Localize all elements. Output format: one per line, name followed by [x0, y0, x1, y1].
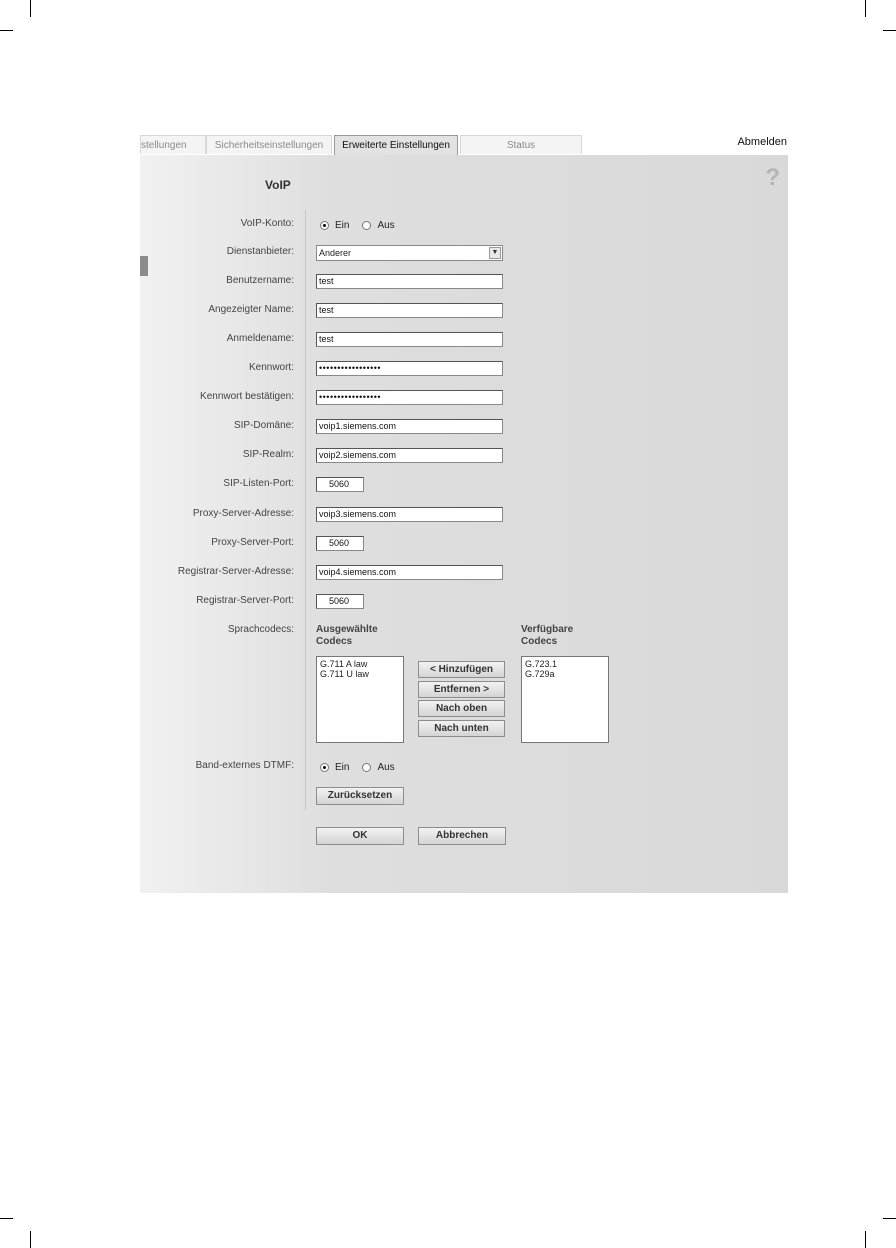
crop-mark	[0, 1218, 13, 1219]
tab-status[interactable]	[460, 135, 582, 154]
help-icon[interactable]: ?	[765, 164, 780, 191]
dtmf-off-radio[interactable]	[362, 763, 371, 772]
proxy-port-label: Proxy-Server-Port:	[211, 537, 294, 548]
voip-account-off-label: Aus	[377, 220, 395, 231]
voip-account-off-radio[interactable]	[362, 221, 371, 230]
add-codec-button[interactable]: < Hinzufügen	[418, 661, 505, 678]
selected-codecs-list[interactable]	[316, 656, 404, 743]
registrar-port-field[interactable]: 5060	[316, 594, 364, 609]
dtmf-on-label: Ein	[335, 762, 350, 773]
available-codecs-header-line2: Codecs	[521, 636, 558, 647]
sip-domain-field[interactable]: voip1.siemens.com	[316, 419, 503, 434]
ok-button[interactable]: OK	[316, 827, 404, 845]
list-item[interactable]: G.729a	[525, 669, 555, 679]
content-panel	[140, 155, 788, 893]
voip-account-on-radio[interactable]	[320, 221, 329, 230]
tab-sicherheitseinstellungen[interactable]	[206, 135, 332, 154]
crop-mark	[30, 0, 31, 17]
registrar-address-label: Registrar-Server-Adresse:	[177, 566, 294, 577]
dtmf-label: Band-externes DTMF:	[195, 760, 294, 771]
display-name-field[interactable]: test	[316, 303, 503, 318]
tab-label: stellungen	[141, 140, 187, 151]
selected-codecs-header-line2: Codecs	[316, 636, 353, 647]
login-name-label: Anmeldename:	[226, 333, 294, 344]
selected-codecs-header-line1: Ausgewählte	[316, 624, 378, 635]
registrar-port-label: Registrar-Server-Port:	[196, 595, 294, 606]
available-codecs-list[interactable]	[521, 656, 609, 743]
crop-mark	[883, 30, 896, 31]
voip-account-radios	[320, 220, 408, 231]
tab-label: Status	[506, 140, 536, 151]
dtmf-on-radio[interactable]	[320, 763, 329, 772]
voip-account-on-label: Ein	[335, 220, 350, 231]
sip-listen-port-field[interactable]: 5060	[316, 477, 364, 492]
provider-value: Anderer	[319, 248, 352, 258]
codecs-label: Sprachcodecs:	[227, 624, 294, 635]
provider-select[interactable]	[316, 245, 503, 261]
tab-label: Sicherheitseinstellungen	[214, 140, 324, 151]
password-field[interactable]: •••••••••••••••••	[316, 361, 503, 376]
password-confirm-label: Kennwort bestätigen:	[200, 391, 294, 402]
chevron-down-icon[interactable]: ▼	[489, 247, 501, 259]
sip-realm-field[interactable]: voip2.siemens.com	[316, 448, 503, 463]
crop-mark	[30, 1231, 31, 1248]
sip-listen-port-label: SIP-Listen-Port:	[223, 478, 294, 489]
available-codecs-header	[521, 624, 573, 648]
password-label: Kennwort:	[248, 362, 294, 373]
sip-realm-label: SIP-Realm:	[242, 449, 294, 460]
list-item[interactable]: G.723.1	[525, 659, 558, 669]
proxy-address-field[interactable]: voip3.siemens.com	[316, 507, 503, 522]
crop-mark	[883, 1218, 896, 1219]
proxy-port-field[interactable]: 5060	[316, 536, 364, 551]
radio-dot	[323, 224, 326, 227]
crop-mark	[0, 30, 13, 31]
sidebar-marker	[140, 256, 148, 276]
available-codecs-header-line1: Verfügbare	[521, 624, 574, 635]
dtmf-off-label: Aus	[377, 762, 395, 773]
tab-einstellungen[interactable]	[140, 135, 206, 154]
tab-label: Erweiterte Einstellungen	[342, 140, 450, 151]
crop-mark	[865, 0, 866, 17]
list-item[interactable]: G.711 A law	[320, 659, 368, 669]
provider-label: Dienstanbieter:	[226, 246, 294, 257]
display-name-label: Angezeigter Name:	[208, 304, 294, 315]
cancel-button[interactable]: Abbrechen	[418, 827, 506, 845]
registrar-address-field[interactable]: voip4.siemens.com	[316, 565, 503, 580]
proxy-address-label: Proxy-Server-Adresse:	[192, 508, 294, 519]
login-name-field[interactable]: test	[316, 332, 503, 347]
dtmf-radios	[320, 762, 408, 773]
radio-dot	[323, 766, 326, 769]
sip-domain-label: SIP-Domäne:	[233, 420, 294, 431]
password-confirm-field[interactable]: •••••••••••••••••	[316, 390, 503, 405]
tab-bar	[140, 135, 788, 155]
move-up-button[interactable]: Nach oben	[418, 700, 505, 717]
form-divider	[305, 210, 306, 810]
voip-account-label: VoIP-Konto:	[240, 218, 294, 229]
tab-erweiterte-einstellungen[interactable]	[334, 135, 458, 155]
remove-codec-button[interactable]: Entfernen >	[418, 681, 505, 698]
username-label: Benutzername:	[226, 275, 294, 286]
crop-mark	[865, 1231, 866, 1248]
selected-codecs-header	[316, 624, 378, 648]
page-title: VoIP	[265, 178, 291, 192]
list-item[interactable]: G.711 U law	[320, 669, 369, 679]
move-down-button[interactable]: Nach unten	[418, 720, 505, 737]
logout-link[interactable]: Abmelden	[737, 136, 787, 148]
reset-button[interactable]: Zurücksetzen	[316, 787, 404, 805]
username-field[interactable]: test	[316, 274, 503, 289]
